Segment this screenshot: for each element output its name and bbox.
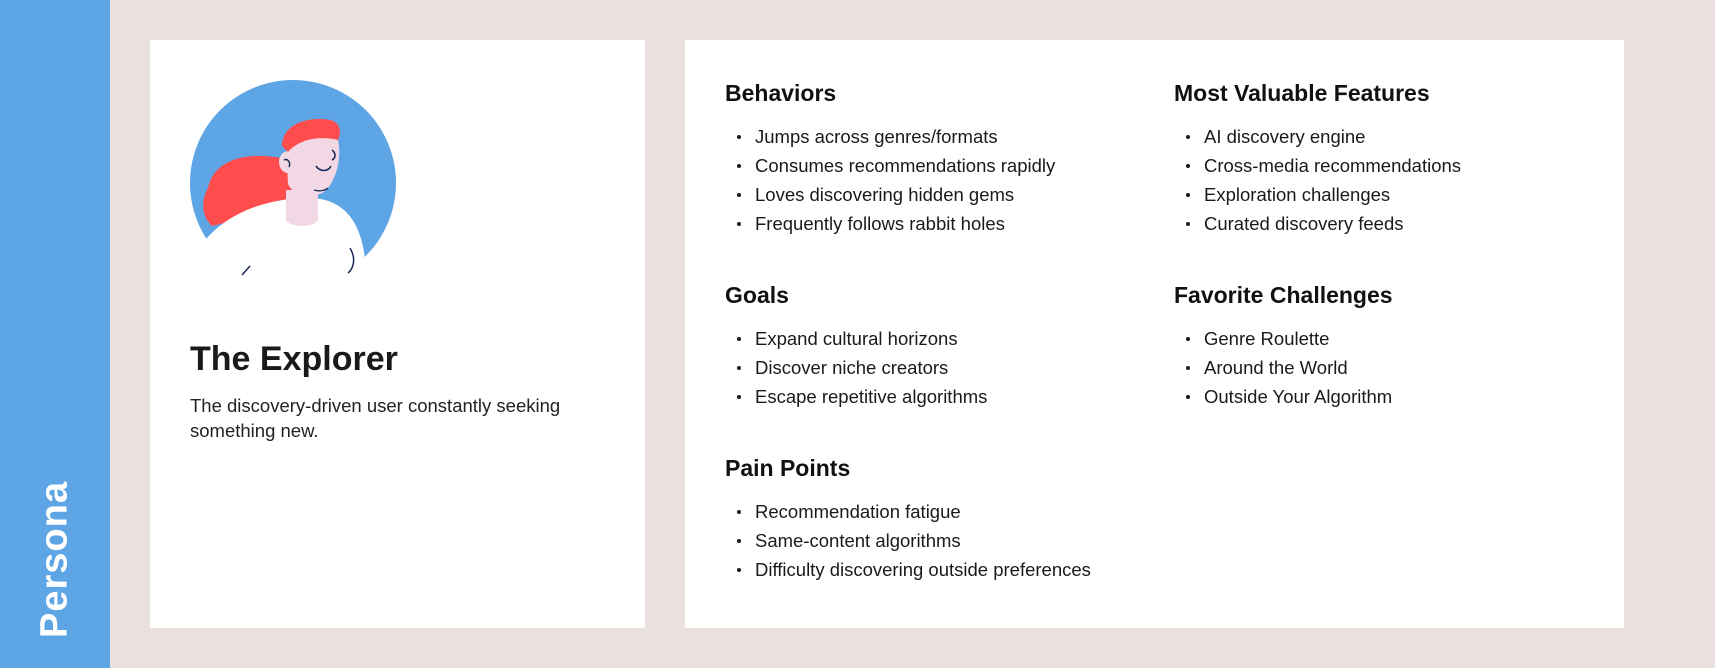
list-item: Frequently follows rabbit holes xyxy=(725,209,1055,238)
list-item: Escape repetitive algorithms xyxy=(725,382,987,411)
challenges-section xyxy=(1174,280,1393,411)
persona-name: The Explorer xyxy=(190,340,398,378)
goals-list xyxy=(725,324,987,411)
pain-points-heading: Pain Points xyxy=(725,455,851,481)
list-item: AI discovery engine xyxy=(1174,122,1461,151)
sidebar xyxy=(0,0,110,668)
list-item: Around the World xyxy=(1174,353,1393,382)
behaviors-heading: Behaviors xyxy=(725,80,837,106)
pain-points-section xyxy=(725,453,1091,584)
list-item: Cross-media recommendations xyxy=(1174,151,1461,180)
list-item: Jumps across genres/formats xyxy=(725,122,1055,151)
persona-description: The discovery-driven user constantly seeking something new. xyxy=(190,395,561,441)
behaviors-list xyxy=(725,122,1055,238)
features-section xyxy=(1174,78,1461,238)
list-item: Curated discovery feeds xyxy=(1174,209,1461,238)
woman-avatar-icon xyxy=(190,80,400,290)
list-item: Consumes recommendations rapidly xyxy=(725,151,1055,180)
pain-points-list xyxy=(725,497,1091,584)
features-heading: Most Valuable Features xyxy=(1174,80,1430,106)
persona-card xyxy=(150,40,645,628)
goals-heading: Goals xyxy=(725,282,789,308)
sidebar-label-text: Persona xyxy=(33,481,76,638)
list-item: Expand cultural horizons xyxy=(725,324,987,353)
features-list xyxy=(1174,122,1461,238)
list-item: Exploration challenges xyxy=(1174,180,1461,209)
challenges-list xyxy=(1174,324,1393,411)
challenges-heading: Favorite Challenges xyxy=(1174,282,1393,308)
list-item: Discover niche creators xyxy=(725,353,987,382)
list-item: Genre Roulette xyxy=(1174,324,1393,353)
list-item: Difficulty discovering outside preferences xyxy=(725,555,1091,584)
list-item: Recommendation fatigue xyxy=(725,497,1091,526)
list-item: Outside Your Algorithm xyxy=(1174,382,1393,411)
persona-details-card xyxy=(685,40,1624,628)
behaviors-section xyxy=(725,78,1055,238)
goals-section xyxy=(725,280,987,411)
list-item: Loves discovering hidden gems xyxy=(725,180,1055,209)
list-item: Same-content algorithms xyxy=(725,526,1091,555)
